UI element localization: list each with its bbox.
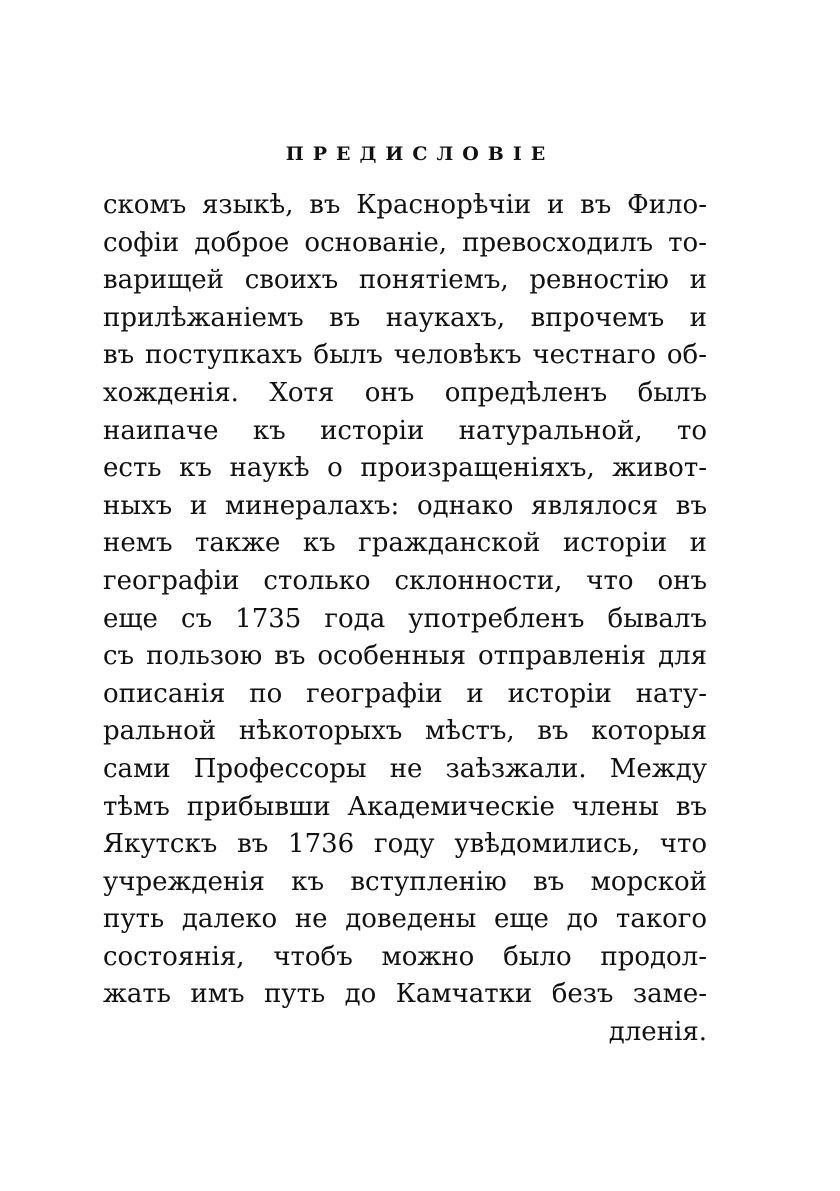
text-line: тѣмъ прибывши Академическіе члены въ: [103, 791, 707, 822]
text-line: путь далеко не доведены еще до такого: [103, 904, 707, 935]
text-line: софіи доброе основаніе, превосходилъ то-: [103, 227, 707, 258]
text-line: сами Профессоры не заѣзжали. Между: [103, 753, 707, 784]
text-line: ныхъ и минералахъ: однако являлося въ: [103, 490, 707, 521]
text-line: ральной нѣкоторыхъ мѣстъ, въ которыя: [103, 716, 707, 747]
text-line: географіи столько склонности, что онъ: [103, 565, 707, 596]
text-line: состоянія, чтобъ можно было продол-: [103, 941, 707, 972]
text-line: жать имъ путь до Камчатки безъ заме-: [103, 979, 707, 1010]
text-line: наипаче къ исторіи натуральной, то: [103, 415, 707, 446]
running-head: ПРЕДИСЛОВІЕ: [285, 143, 555, 165]
text-line: съ пользою въ особенныя отправленія для: [103, 641, 707, 672]
text-line: скомъ языкѣ, въ Краснорѣчіи и въ Фило-: [103, 190, 707, 220]
text-line-last: дленія.: [608, 1017, 707, 1048]
text-line: Якутскъ въ 1736 году увѣдомились, что: [103, 829, 707, 860]
text-line: есть къ наукѣ о произращеніяхъ, живот-: [103, 453, 707, 484]
text-line: немъ также къ гражданской исторіи и: [103, 528, 707, 559]
body-text: [103, 187, 707, 1052]
text-line: хожденія. Хотя онъ опредѣленъ былъ: [103, 377, 707, 408]
text-line: варищей своихъ понятіемъ, ревностію и: [103, 265, 707, 296]
text-line: учрежденія къ вступленію въ морской: [103, 866, 707, 897]
text-line: прилѣжаніемъ въ наукахъ, впрочемъ и: [103, 302, 707, 333]
text-line: въ поступкахъ былъ человѣкъ честнаго об-: [103, 340, 707, 371]
text-line: описанія по географіи и исторіи нату-: [103, 678, 707, 709]
text-line: еще съ 1735 года употребленъ бывалъ: [103, 603, 707, 634]
